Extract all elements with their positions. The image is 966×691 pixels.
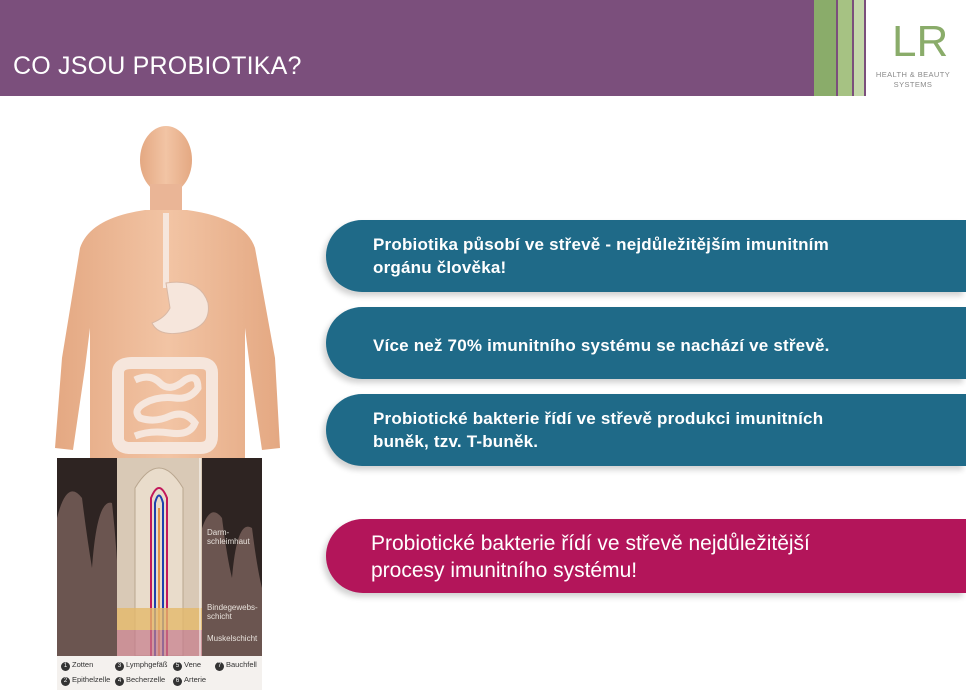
villi-cross-section bbox=[57, 458, 262, 656]
highlight-banner bbox=[326, 519, 966, 593]
legend-item: 2 Epithelzelle bbox=[61, 675, 110, 686]
highlight-banner-line-2: procesy imunitního systému! bbox=[371, 559, 638, 582]
lr-logo-icon bbox=[888, 14, 949, 66]
label-darmschleimhaut: Darm-schleimhaut bbox=[207, 528, 250, 546]
green-stripe-1 bbox=[814, 0, 836, 96]
info-banner-1 bbox=[326, 220, 966, 292]
logo-text-line1: HEALTH & BEAUTY bbox=[875, 70, 951, 79]
logo-text-line2: SYSTEMS bbox=[893, 80, 933, 89]
green-stripe-2 bbox=[838, 0, 852, 96]
page-title: CO JSOU PROBIOTIKA? bbox=[13, 52, 302, 80]
info-banner-3 bbox=[326, 394, 966, 466]
label-muskelschicht: Muskelschicht bbox=[207, 634, 258, 643]
banner-1-line-1: Probiotika působí ve střevě - nejdůležitějším imunitním bbox=[373, 235, 829, 254]
micro-legend bbox=[57, 656, 262, 690]
legend-item: 6 Arterie bbox=[173, 675, 206, 686]
banner-3-line-1: Probiotické bakterie řídí ve střevě produkci imunitních bbox=[373, 409, 824, 428]
legend-item: 3 Lymphgefäß bbox=[115, 660, 167, 671]
human-body-illustration bbox=[40, 118, 300, 478]
legend-item: 7 Bauchfell bbox=[215, 660, 257, 671]
info-banner-2 bbox=[326, 307, 966, 379]
label-bindegewebsschicht: Bindegewebs-schicht bbox=[207, 603, 258, 621]
banner-3-line-2: buněk, tzv. T-buněk. bbox=[373, 432, 539, 451]
legend-item: 4 Becherzelle bbox=[115, 675, 165, 686]
svg-text:LR: LR bbox=[892, 17, 949, 66]
highlight-banner-line-1: Probiotické bakterie řídí ve střevě nejdůležitější bbox=[371, 532, 810, 555]
banner-2-line-1: Více než 70% imunitního systému se nachází ve střevě. bbox=[373, 336, 830, 355]
lr-logo bbox=[866, 0, 960, 96]
intestinal-villi-illustration bbox=[57, 458, 262, 690]
legend-item: 5 Vene bbox=[173, 660, 201, 671]
legend-item: 1 Zotten bbox=[61, 660, 93, 671]
green-stripe-3 bbox=[854, 0, 864, 96]
banner-1-line-2: orgánu člověka! bbox=[373, 258, 507, 277]
